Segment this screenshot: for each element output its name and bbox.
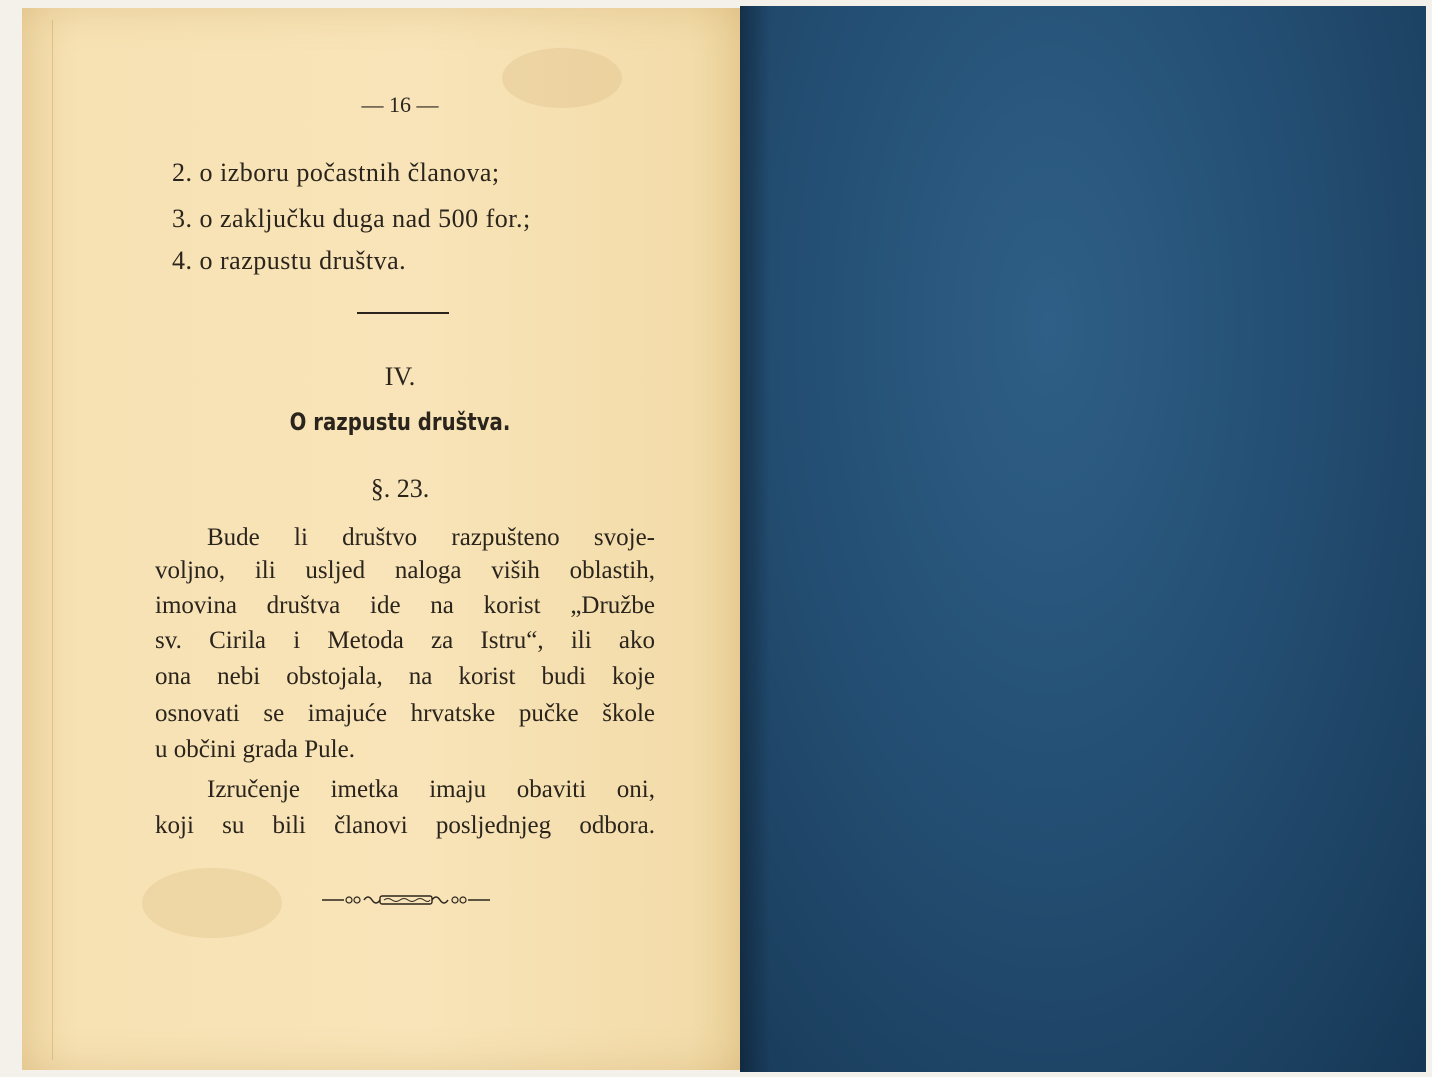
- paragraph-line: Bude li društvo razpušteno svoje-: [207, 524, 655, 551]
- paragraph-line: imovina društva ide na korist „Družbe: [155, 592, 655, 619]
- section-number: §. 23.: [370, 474, 430, 503]
- paragraph-line: sv. Cirila i Metoda za Istru“, ili ako: [155, 627, 655, 654]
- paragraph-line: koji su bili članovi posljednjeg odbora.: [155, 812, 655, 839]
- paragraph-line: u občini grada Pule.: [155, 736, 355, 763]
- list-item: 2. o izboru počastnih članova;: [172, 158, 500, 187]
- paragraph-line: Izručenje imetka imaju obaviti oni,: [207, 776, 655, 803]
- section-divider-rule: [357, 312, 449, 314]
- page-number: — 16 —: [361, 92, 439, 117]
- chapter-number: IV.: [384, 362, 416, 391]
- list-item: 4. o razpustu društva.: [172, 246, 407, 275]
- paper-stain: [502, 48, 622, 108]
- paragraph-line: voljno, ili usljed naloga viših oblastih,: [155, 557, 655, 584]
- paper-stain: [142, 868, 282, 938]
- page-edge-line: [52, 20, 53, 1060]
- paragraph-line: ona nebi obstojala, na korist budi koje: [155, 663, 655, 690]
- chapter-title: O razpustu društva.: [289, 408, 511, 436]
- decorative-ornament-icon: [322, 890, 490, 910]
- spine-shadow: [740, 6, 770, 1072]
- list-item: 3. o zaključku duga nad 500 for.;: [172, 204, 531, 233]
- right-page-cover: [740, 6, 1426, 1072]
- paragraph-line: osnovati se imajuće hrvatske pučke škole: [155, 700, 655, 727]
